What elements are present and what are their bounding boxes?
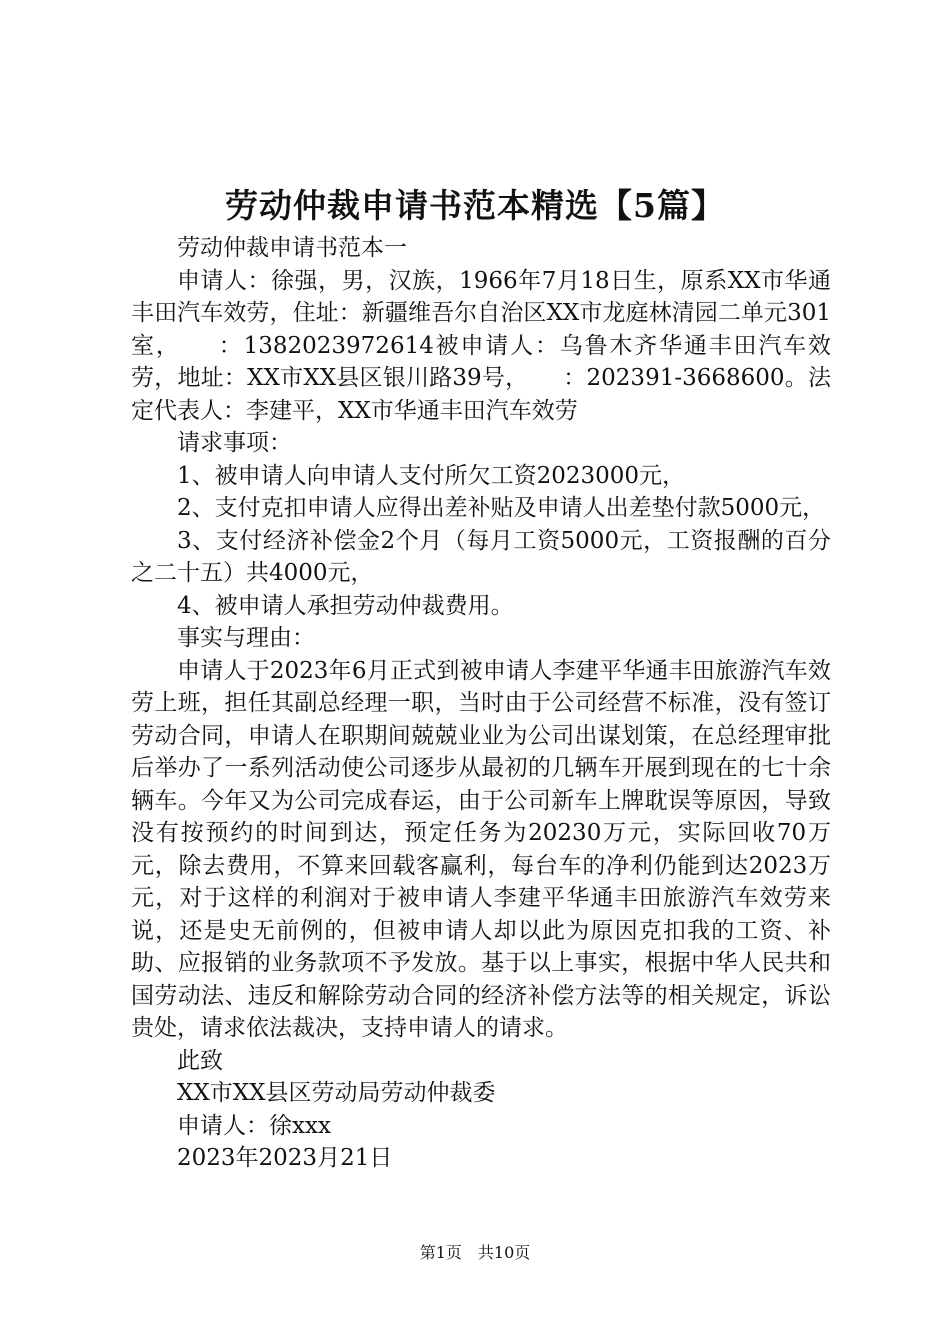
applicant-info-paragraph: 申请人：徐强，男，汉族，1966年7月18日生，原系XX市华通丰田汽车效劳，住址：新疆维吾尔自治区XX市龙庭林清园二单元301室， ：1382023972614被申请人：乌鲁木齐华通丰田汽车效劳，地址：XX市XX县区银川路39号， ：202391-3668600。法定代表人：李建平，XX市华通丰田汽车效劳 [131,267,831,424]
closing-salutation: 此致 [177,1047,223,1074]
document-body [131,232,831,1175]
section-heading: 劳动仲裁申请书范本一 [177,235,407,261]
requests-heading: 请求事项： [177,430,292,456]
facts-paragraph: 申请人于2023年6月正式到被申请人李建平华通丰田旅游汽车效劳上班，担任其副总经理一职，当时由于公司经营不标准，没有签订劳动合同，申请人在职期间兢兢业业为公司出谋划策，在总经理审批后举办了一系列活动使公司逐步从最初的几辆车开展到现在的七十余辆车。今年又为公司完成春运，由于公司新车上牌耽误等原因，导致没有按预约的时间到达，预定任务为20230万元，实际回收70万元，除去费用，不算来回载客赢利，每台车的净利仍能到达2023万元，对于这样的利润对于被申请人李建平华通丰田旅游汽车效劳来说，还是史无前例的，但被申请人却以此为原因克扣我的工资、补助、应报销的业务款项不予发放。基于以上事实，根据中华人民共和国劳动法、违反和解除劳动合同的经济补偿方法等的相关规定，诉讼贵处，请求依法裁决，支持申请人的请求。 [131,657,831,1041]
request-item-2: 2、支付克扣申请人应得出差补贴及申请人出差垫付款5000元， [177,495,826,521]
page-footer: 第1页 共10页 [419,1243,531,1262]
request-item-4: 4、被申请人承担劳动仲裁费用。 [177,592,514,619]
date-line: 2023年2023月21日 [177,1145,393,1171]
facts-heading: 事实与理由： [177,625,315,651]
request-item-1: 1、被申请人向申请人支付所欠工资2023000元， [177,462,686,489]
request-item-3: 3、支付经济补偿金2个月（每月工资5000元，工资报酬的百分之二十五）共4000元， [131,527,831,586]
document-title: 劳动仲裁申请书范本精选【5篇】 [225,186,725,225]
recipient-line: XX市XX县区劳动局劳动仲裁委 [177,1080,496,1106]
signature-line: 申请人：徐xxx [177,1112,331,1139]
